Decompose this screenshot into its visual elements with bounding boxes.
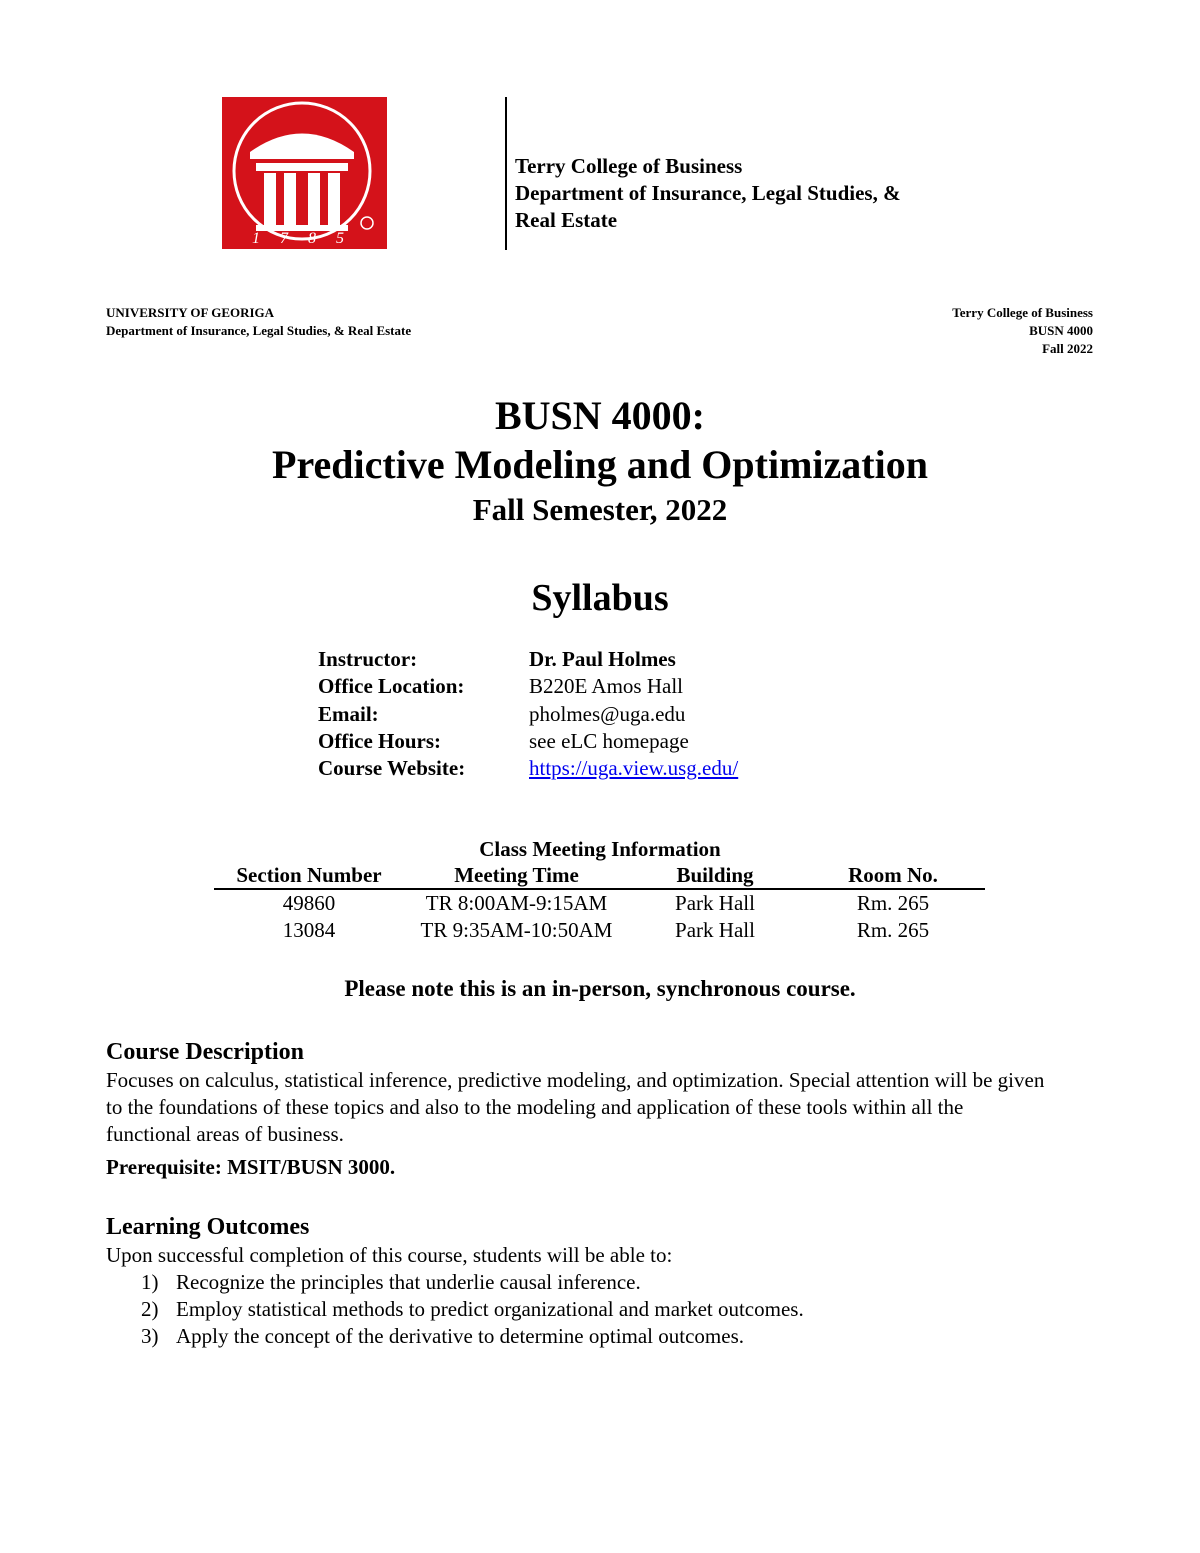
info-label: Office Hours: [318,728,442,753]
info-label: Office Location: [318,674,465,699]
info-label: Course Website: [318,756,466,781]
table-row [214,889,985,917]
header-dept-line: Department of Insurance, Legal Studies, & [515,181,901,205]
info-label: Email: [318,701,379,726]
table-cell: TR 9:35AM-10:50AM [420,918,613,942]
meta-right [952,304,1093,358]
term: Fall 2022 [1042,341,1093,356]
course-code: BUSN 4000 [1029,323,1093,338]
in-person-note: Please note this is an in-person, synchronous course. [344,976,856,1001]
email-address: pholmes@uga.edu [529,701,686,726]
university-name: UNIVERSITY OF GEORIGA [106,305,275,320]
list-item [106,1296,1046,1323]
course-code-title: BUSN 4000: [494,393,706,438]
column-header: Room No. [801,863,985,889]
course-description-section [106,1037,1046,1181]
course-description-heading: Course Description [106,1039,304,1065]
table-header-row [214,863,985,889]
info-row-instructor [318,646,738,673]
list-item-number: 2) [141,1297,159,1321]
table-cell: Rm. 265 [856,918,930,942]
list-item-text: Recognize the principles that underlie causal inference. [176,1270,641,1294]
info-row-office-hours [318,728,738,755]
table-row [214,917,985,944]
instructor-info [318,646,738,782]
table-cell: 49860 [282,891,336,915]
class-meeting-table [214,863,985,944]
instructor-name: Dr. Paul Holmes [529,647,676,671]
info-label: Instructor: [318,647,418,671]
department-name: Department of Insurance, Legal Studies, & Real Estate [106,323,412,338]
table-cell: Rm. 265 [856,891,930,915]
table-cell: Park Hall [675,918,755,942]
class-meeting-title: Class Meeting Information [479,837,721,861]
meta-left [106,304,411,340]
info-row-email [318,701,738,728]
header-divider [505,97,507,250]
column-header: Section Number [214,863,404,889]
header-dept-line: Real Estate [515,208,618,232]
table-cell: Park Hall [675,891,755,915]
info-row-office [318,673,738,700]
list-item-text: Apply the concept of the derivative to determine optimal outcomes. [176,1324,744,1348]
learning-outcomes-intro: Upon successful completion of this course, students will be able to: [106,1243,673,1267]
college-name: Terry College of Business [952,305,1093,320]
table-cell: 13084 [282,918,336,942]
column-header: Building [629,863,801,889]
course-name-title: Predictive Modeling and Optimization [272,442,928,487]
list-item-number: 1) [141,1270,159,1294]
header-dept-line: Terry College of Business [515,154,743,178]
list-item-text: Employ statistical methods to predict organizational and market outcomes. [176,1297,804,1321]
course-website-link[interactable]: https://uga.view.usg.edu/ [529,756,739,781]
document-type-title: Syllabus [531,577,669,619]
info-row-website [318,755,738,782]
learning-outcomes-list [106,1269,1046,1350]
list-item [106,1323,1046,1350]
learning-outcomes-section [106,1212,1046,1350]
table-cell: TR 8:00AM-9:15AM [425,891,608,915]
uga-arch-logo [222,97,387,249]
header-department [515,153,901,234]
prerequisite: Prerequisite: MSIT/BUSN 3000. [106,1155,396,1179]
course-description-text: Focuses on calculus, statistical inference, predictive modeling, and optimization. Special attention will be given to the foundations of these topics and also to the modeling and application of these tools within all the functional areas of business. [106,1068,1045,1146]
office-location: B220E Amos Hall [529,674,684,699]
learning-outcomes-heading: Learning Outcomes [106,1214,310,1240]
list-item [106,1269,1046,1296]
logo-year-text: 1 7 8 5 [252,230,352,247]
column-header: Meeting Time [404,863,629,889]
office-hours: see eLC homepage [529,728,689,753]
semester-title: Fall Semester, 2022 [472,492,728,527]
list-item-number: 3) [141,1324,159,1348]
